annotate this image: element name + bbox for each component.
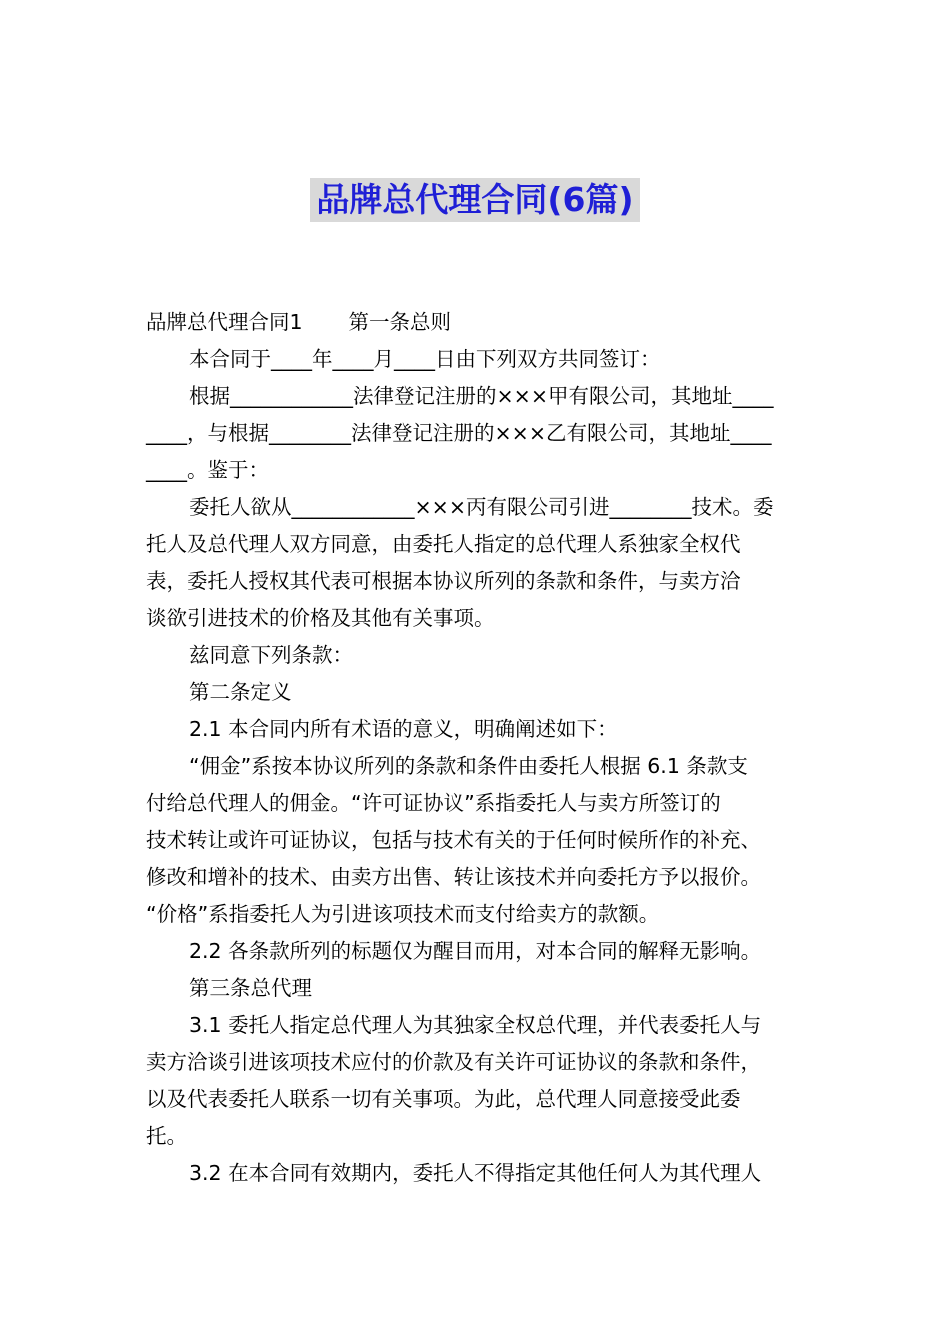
paragraph-line: 本合同于____年____月____日由下列双方共同签订： (189, 347, 661, 371)
title-container (0, 178, 950, 222)
paragraph-line: 以及代表委托人联系一切有关事项。为此，总代理人同意接受此委 (146, 1087, 741, 1111)
paragraph-line: 委托人欲从____________×××丙有限公司引进________技术。委 (189, 495, 774, 519)
paragraph-line: 3.1 委托人指定总代理人为其独家全权总代理，并代表委托人与 (189, 1013, 762, 1037)
paragraph-line: 第二条定义 (189, 680, 292, 704)
paragraph-line: 根据____________法律登记注册的×××甲有限公司，其地址____ (189, 384, 774, 408)
paragraph-line: 技术转让或许可证协议，包括与技术有关的于任何时候所作的补充、 (146, 828, 761, 852)
paragraph-line: “佣金”系按本协议所列的条款和条件由委托人根据 6.1 条款支 (189, 754, 748, 778)
section-heading-row (146, 304, 810, 341)
document-body (146, 304, 810, 1192)
paragraph-line: 2.2 各条款所列的标题仅为醒目而用，对本合同的解释无影响。 (189, 939, 762, 963)
article-heading: 第一条总则 (348, 310, 452, 334)
paragraph-line: “价格”系指委托人为引进该项技术而支付给卖方的款额。 (146, 902, 660, 926)
paragraph-line: 修改和增补的技术、由卖方出售、转让该技术并向委托方予以报价。 (146, 865, 761, 889)
paragraph-line: ____，与根据________法律登记注册的×××乙有限公司，其地址____ (146, 421, 772, 445)
contract-heading: 品牌总代理合同1 (146, 310, 303, 334)
paragraph-line: 3.2 在本合同有效期内，委托人不得指定其他任何人为其代理人 (189, 1161, 762, 1185)
paragraph-line: 托。 (146, 1124, 187, 1148)
paragraph-line: 卖方洽谈引进该项技术应付的价款及有关许可证协议的条款和条件， (146, 1050, 761, 1074)
paragraph-line: 付给总代理人的佣金。“许可证协议”系指委托人与卖方所签订的 (146, 791, 721, 815)
paragraph-line: 表，委托人授权其代表可根据本协议所列的条款和条件，与卖方洽 (146, 569, 741, 593)
paragraph-line: 兹同意下列条款： (189, 643, 353, 667)
paragraph-line: 托人及总代理人双方同意，由委托人指定的总代理人系独家全权代 (146, 532, 741, 556)
paragraph-line: 谈欲引进技术的价格及其他有关事项。 (146, 606, 495, 630)
paragraph-line: 2.1 本合同内所有术语的意义，明确阐述如下： (189, 717, 618, 741)
document-title: 品牌总代理合同(6篇) (310, 178, 639, 222)
paragraph-line: ____。鉴于： (146, 458, 269, 482)
paragraph-line: 第三条总代理 (189, 976, 312, 1000)
